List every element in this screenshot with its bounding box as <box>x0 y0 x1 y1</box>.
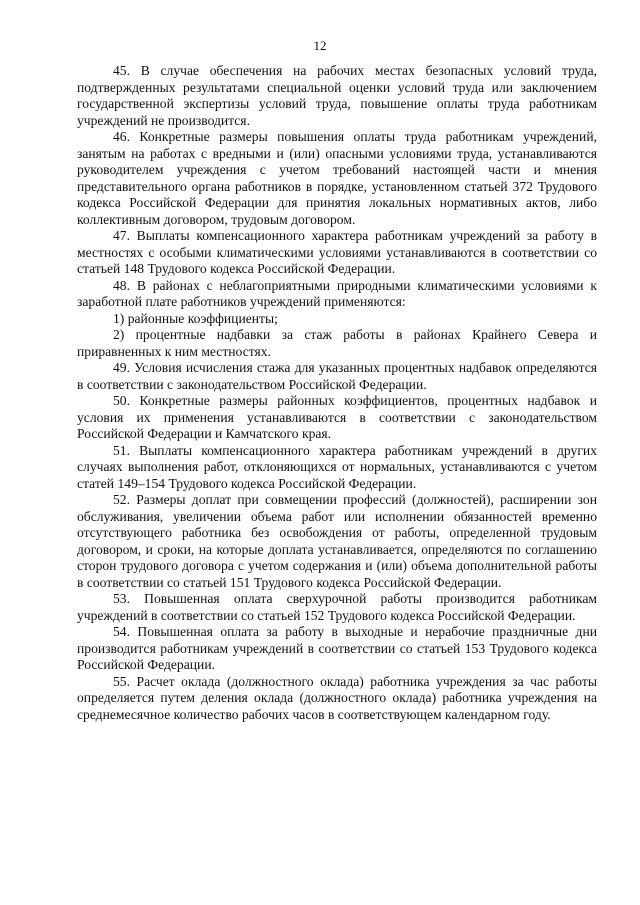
paragraph-55: 55. Расчет оклада (должностного оклада) работника учреждения за час работы определяется путем деления оклада (должностного оклада) работника учреждения на среднемесячное количество рабочих часов в соответствующем календарном году. <box>77 673 597 722</box>
paragraph-48: 48. В районах с неблагоприятными природными климатическими условиями к заработной плате работников учреждений применяются: <box>77 277 597 309</box>
paragraph-49: 49. Условия исчисления стажа для указанных процентных надбавок определяются в соответствии с законодательством Российской Федерации. <box>77 360 597 392</box>
paragraph-53: 53. Повышенная оплата сверхурочной работы производится работникам учреждений в соответствии со статьей 152 Трудового кодекса Российской Федерации. <box>77 591 597 623</box>
list-item-1: 1) районные коэффициенты; <box>113 310 278 326</box>
document-body <box>77 63 597 723</box>
paragraph-54: 54. Повышенная оплата за работу в выходные и нерабочие праздничные дни производится работникам учреждений в соответствии со статьей 153 Трудового кодекса Российской Федерации. <box>77 624 597 672</box>
paragraph-45: 45. В случае обеспечения на рабочих местах безопасных условий труда, подтвержденных результатами специальной оценки условий труда или заключением государственной экспертизы условий труда, повышение оплаты труда работникам учреждений не производится. <box>77 63 597 128</box>
paragraph-47: 47. Выплаты компенсационного характера работникам учреждений за работу в местностях с особыми климатическими условиями устанавливаются в соответствии со статьей 148 Трудового кодекса Российской Федерации. <box>77 228 597 276</box>
paragraph-46: 46. Конкретные размеры повышения оплаты труда работникам учреждений, занятым на работах с вредными и (или) опасными условиями труда, устанавливаются руководителем учреждения с учетом требований настоящей части и мнения представительного органа работников в порядке, установленном статьей 372 Трудового кодекса Российской Федерации для принятия локальных нормативных актов, либо коллективным договором, трудовым договором. <box>77 129 597 227</box>
page-number: 12 <box>313 38 327 53</box>
paragraph-52: 52. Размеры доплат при совмещении профессий (должностей), расширении зон обслуживания, увеличении объема работ или исполнении обязанностей временно отсутствующего работника без освобождения от работы, определенной трудовым договором, и сроки, на которые доплата устанавливается, определяются по соглашению сторон трудового договора с учетом содержания и (или) объема дополнительной работы в соответствии со статьей 151 Трудового кодекса Российской Федерации. <box>77 492 597 590</box>
paragraph-51: 51. Выплаты компенсационного характера работникам учреждений в других случаях выполнения работ, отклоняющихся от нормальных, устанавливаются с учетом статей 149–154 Трудового кодекса Российской Федерации. <box>77 442 597 491</box>
list-item-2: 2) процентные надбавки за стаж работы в районах Крайнего Севера и приравненных к ним местностях. <box>77 327 597 359</box>
paragraph-50: 50. Конкретные размеры районных коэффициентов, процентных надбавок и условия их применения устанавливаются в соответствии с законодательством Российской Федерации и Камчатского края. <box>77 393 597 441</box>
